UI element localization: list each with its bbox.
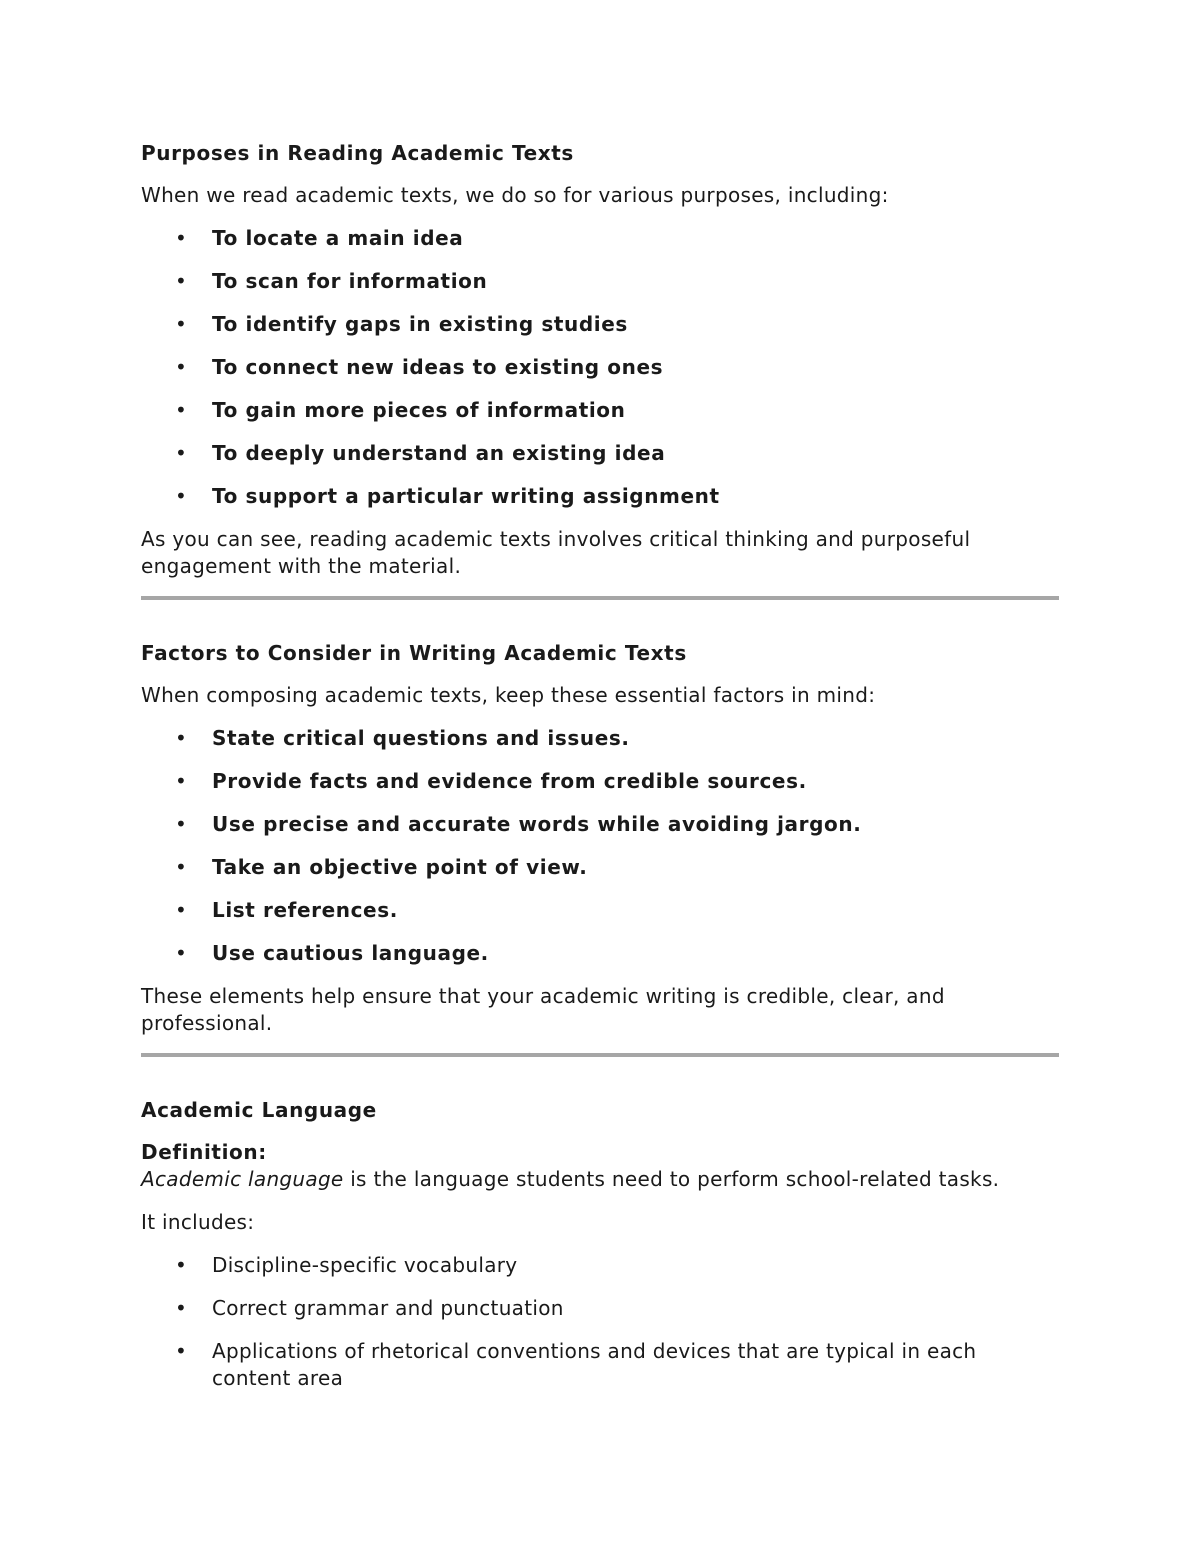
list-item xyxy=(141,440,1059,467)
bullet-icon: • xyxy=(175,1339,188,1363)
list-item xyxy=(141,897,1059,924)
list-item xyxy=(141,1252,1059,1279)
list-item xyxy=(141,268,1059,295)
definition-label: Definition: xyxy=(141,1140,267,1164)
list-item-text: To gain more pieces of information xyxy=(212,398,626,422)
list-item-text: To deeply understand an existing idea xyxy=(212,441,666,465)
list-item-text: Use cautious language. xyxy=(212,941,489,965)
list-item xyxy=(141,1338,1059,1392)
bullet-icon: • xyxy=(175,855,188,879)
list-item xyxy=(141,354,1059,381)
purposes-list xyxy=(141,225,1059,510)
bullet-icon: • xyxy=(175,1253,188,1277)
bullet-icon: • xyxy=(175,398,188,422)
bullet-icon: • xyxy=(175,1296,188,1320)
list-item xyxy=(141,940,1059,967)
list-item-text: To support a particular writing assignment xyxy=(212,484,720,508)
bullet-icon: • xyxy=(175,898,188,922)
list-item-text: Provide facts and evidence from credible sources. xyxy=(212,769,807,793)
includes-label: It includes: xyxy=(141,1210,255,1234)
bullet-icon: • xyxy=(175,484,188,508)
section-divider xyxy=(141,1053,1059,1057)
document-content xyxy=(141,140,1059,1408)
bullet-icon: • xyxy=(175,812,188,836)
bullet-icon: • xyxy=(175,355,188,379)
bullet-icon: • xyxy=(175,269,188,293)
bullet-icon: • xyxy=(175,941,188,965)
bullet-icon: • xyxy=(175,441,188,465)
definition-term: Academic language xyxy=(141,1167,344,1191)
academic-language-list xyxy=(141,1252,1059,1392)
definition-text xyxy=(141,1166,1059,1193)
list-item-text: Use precise and accurate words while avoiding jargon. xyxy=(212,812,862,836)
list-item xyxy=(141,311,1059,338)
definition-body: is the language students need to perform school-related tasks. xyxy=(343,1167,1000,1191)
list-item-text: To connect new ideas to existing ones xyxy=(212,355,664,379)
list-item xyxy=(141,725,1059,752)
section-conclusion-reading: As you can see, reading academic texts involves critical thinking and purposeful engagement with the material. xyxy=(141,527,971,578)
list-item xyxy=(141,854,1059,881)
list-item xyxy=(141,768,1059,795)
list-item xyxy=(141,225,1059,252)
section-heading-writing: Factors to Consider in Writing Academic Texts xyxy=(141,641,687,665)
list-item xyxy=(141,1295,1059,1322)
bullet-icon: • xyxy=(175,769,188,793)
factors-list xyxy=(141,725,1059,967)
list-item-text: List references. xyxy=(212,898,398,922)
section-intro-writing: When composing academic texts, keep these essential factors in mind: xyxy=(141,683,876,707)
list-item xyxy=(141,397,1059,424)
list-item-text: To scan for information xyxy=(212,269,488,293)
list-item-text: To locate a main idea xyxy=(212,226,464,250)
bullet-icon: • xyxy=(175,226,188,250)
list-item-text: Correct grammar and punctuation xyxy=(212,1296,564,1320)
list-item-text: To identify gaps in existing studies xyxy=(212,312,628,336)
list-item-text: Take an objective point of view. xyxy=(212,855,588,879)
list-item-text: Applications of rhetorical conventions and devices that are typical in each content area xyxy=(212,1339,977,1390)
bullet-icon: • xyxy=(175,726,188,750)
list-item-text: State critical questions and issues. xyxy=(212,726,630,750)
list-item xyxy=(141,811,1059,838)
section-intro-reading: When we read academic texts, we do so for various purposes, including: xyxy=(141,183,889,207)
section-divider xyxy=(141,596,1059,600)
section-heading-academic-language: Academic Language xyxy=(141,1098,377,1122)
list-item-text: Discipline-specific vocabulary xyxy=(212,1253,518,1277)
list-item xyxy=(141,483,1059,510)
section-heading-reading: Purposes in Reading Academic Texts xyxy=(141,141,574,165)
section-conclusion-writing: These elements help ensure that your academic writing is credible, clear, and professional. xyxy=(141,984,945,1035)
bullet-icon: • xyxy=(175,312,188,336)
